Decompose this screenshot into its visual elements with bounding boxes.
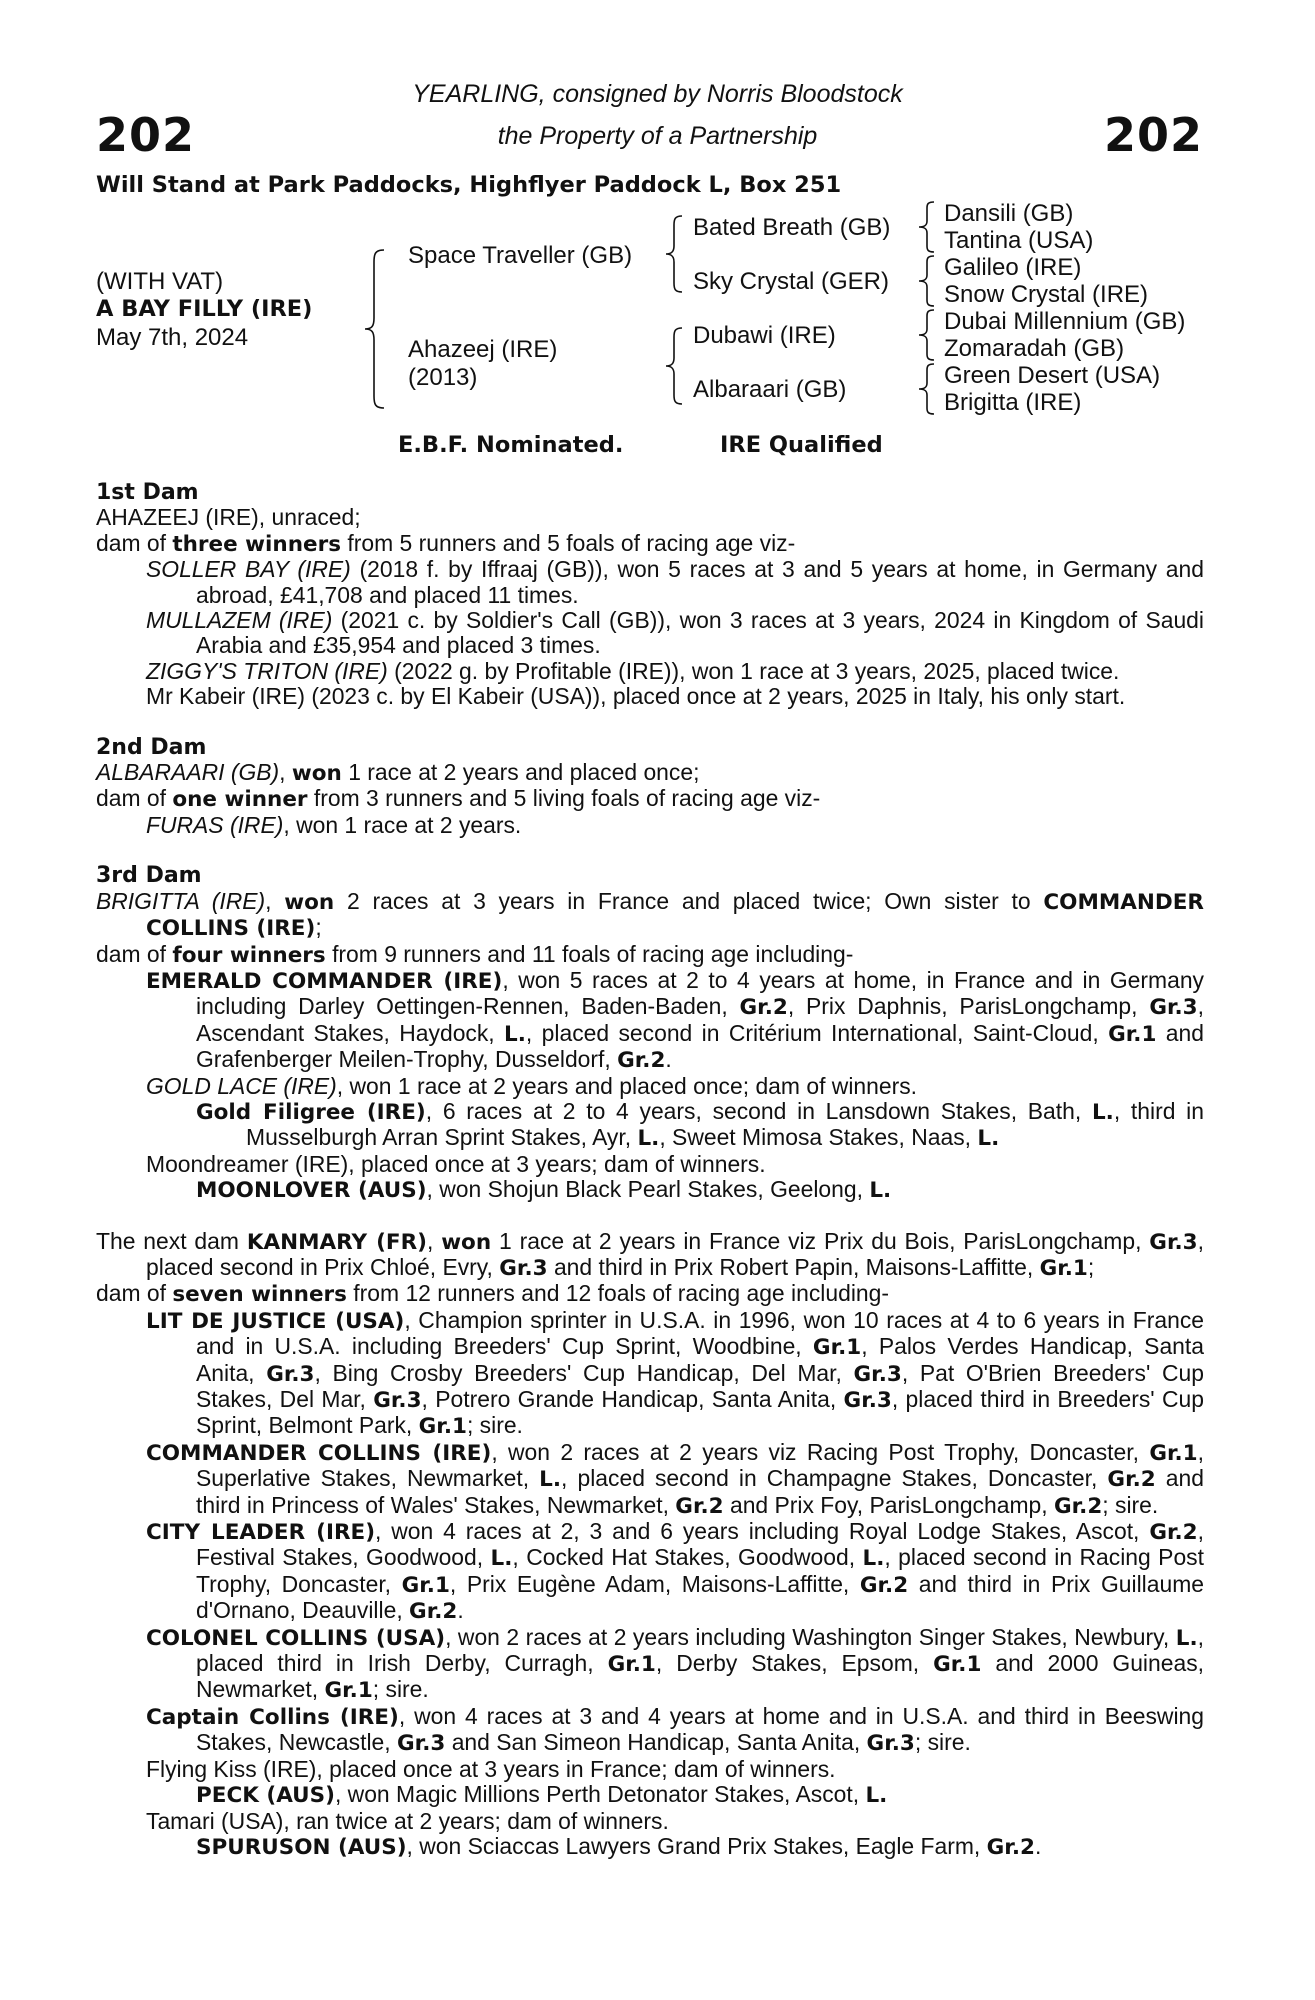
g3-tantina: Tantina (USA)	[944, 227, 1094, 254]
entry-text: , Bing Crosby Breeders' Cup Handicap, Del Mar,	[314, 1359, 854, 1386]
entry-text: , placed second in Prix Chloé, Evry,	[146, 1227, 1204, 1280]
bold-text: L.	[504, 1021, 526, 1047]
section-gap	[96, 838, 1204, 863]
bold-text: PECK (AUS)	[196, 1783, 335, 1809]
italic-text: BRIGITTA (IRE)	[96, 887, 266, 914]
bold-text: Gr.2	[1149, 1520, 1198, 1546]
bold-text: Gr.1	[418, 1414, 467, 1440]
bold-text: Gr.3	[1149, 995, 1198, 1021]
bold-text: four winners	[172, 942, 326, 968]
entry-text: , placed second in Champagne Stakes, Doncaster,	[561, 1465, 1108, 1492]
bold-text: Gr.3	[397, 1731, 446, 1757]
pedigree-entry	[96, 1099, 1204, 1152]
bold-text: Gr.1	[324, 1678, 373, 1704]
entry-text: , placed second in Critérium International, Saint-Cloud,	[525, 1019, 1109, 1046]
bold-text: Gr.2	[409, 1599, 458, 1625]
bold-text: Gr.1	[812, 1335, 862, 1361]
entry-text: , Palos Verdes Handicap, Santa Anita,	[196, 1333, 1205, 1386]
pedigree-entry	[96, 1625, 1204, 1704]
g3-brigitta: Brigitta (IRE)	[944, 389, 1082, 416]
entry-text: , won 5 races at 2 to 4 years at home, in France and in Germany including Darley Oettingen-Rennen, Baden-Baden,	[196, 966, 1204, 1020]
bold-text: L.	[869, 1178, 892, 1204]
sire-dam: Sky Crystal (GER)	[693, 268, 890, 295]
bold-text: L.	[490, 1546, 513, 1572]
pedigree-entry	[96, 1440, 1204, 1519]
entry-text: Flying Kiss (IRE), placed once at 3 years in France; dam of winners.	[146, 1755, 836, 1782]
entry-text: from 5 runners and 5 foals of racing age viz-	[341, 529, 796, 556]
bold-text: seven winners	[172, 1282, 347, 1308]
bold-text: Gr.3	[1149, 1229, 1198, 1255]
lot-number-left: 202	[96, 108, 196, 162]
bold-text: Gr.3	[499, 1255, 548, 1281]
bold-text: L.	[977, 1126, 1000, 1152]
entry-text: , won Magic Millions Perth Detonator Stakes, Ascot,	[334, 1781, 866, 1808]
entry-text: ;	[1087, 1253, 1095, 1280]
g3-zomaradah: Zomaradah (GB)	[944, 335, 1125, 362]
lot-number-right: 202	[1103, 108, 1203, 162]
entry-text: , placed third in Breeders' Cup Sprint, Belmont Park,	[196, 1386, 1204, 1439]
pedigree-entry	[96, 659, 1204, 684]
bold-text: Gr.2	[859, 1572, 909, 1598]
pedigree-entry	[96, 1704, 1204, 1757]
entry-text: AHAZEEJ (IRE), unraced;	[96, 504, 361, 531]
bold-text: won	[291, 761, 342, 787]
pedigree-entry	[96, 1782, 1204, 1808]
entry-text: dam of	[96, 1280, 173, 1307]
entry-text: 1 race at 2 years in France viz Prix du Bois, ParisLongchamp,	[491, 1227, 1150, 1254]
brace-g3-1	[916, 200, 938, 254]
dam-year: (2013)	[408, 364, 478, 391]
lot-name: A BAY FILLY (IRE)	[96, 296, 313, 322]
pedigree-entry	[96, 1308, 1204, 1440]
entry-text: , placed second in Racing Post Trophy, Doncaster,	[196, 1544, 1204, 1597]
pedigree-entry	[96, 1834, 1204, 1860]
entry-text: .	[665, 1046, 672, 1073]
entry-text: and San Simeon Handicap, Santa Anita,	[445, 1729, 867, 1756]
entry-text: , won 1 race at 2 years.	[283, 811, 522, 838]
pedigree-entry	[96, 786, 1204, 812]
section-heading: 3rd Dam	[96, 863, 202, 889]
family-notes	[96, 480, 1204, 1860]
pedigree-entry	[96, 684, 1204, 709]
ebf-nominated: E.B.F. Nominated.	[398, 432, 624, 458]
bold-text: Gold Filigree (IRE)	[196, 1099, 426, 1125]
bold-text: Gr.2	[739, 995, 788, 1021]
entry-text: , won Shojun Black Pearl Stakes, Geelong,	[426, 1176, 870, 1203]
family-section	[96, 480, 1204, 710]
entry-text: ,	[279, 759, 292, 786]
entry-text: ; sire.	[1102, 1491, 1159, 1518]
entry-text: ,	[265, 887, 285, 914]
entry-text: ; sire.	[466, 1412, 523, 1439]
entry-text: , Ascendant Stakes, Haydock,	[196, 993, 1204, 1046]
entry-text: Moondreamer (IRE), placed once at 3 years; dam of winners.	[146, 1150, 766, 1177]
section-heading: 2nd Dam	[96, 734, 207, 760]
brace-g3-2	[916, 254, 938, 308]
bold-text: Gr.3	[373, 1388, 422, 1413]
pedigree-entry	[96, 1074, 1204, 1099]
sire-name: Space Traveller (GB)	[408, 242, 633, 269]
bold-text: Gr.2	[1053, 1493, 1103, 1519]
bold-text: Gr.3	[866, 1731, 915, 1757]
entry-text: , Prix Eugène Adam, Maisons-Laffitte,	[449, 1570, 860, 1597]
bold-text: Gr.1	[1149, 1440, 1198, 1466]
entry-text: The next dam	[96, 1227, 247, 1254]
bold-text: Gr.2	[986, 1834, 1035, 1860]
bold-text: Gr.1	[1108, 1021, 1157, 1047]
entry-text: , Potrero Grande Handicap, Santa Anita,	[421, 1386, 844, 1412]
entry-text: , 6 races at 2 to 4 years, second in Lansdown Stakes, Bath,	[425, 1097, 1092, 1124]
g3-dansili: Dansili (GB)	[944, 200, 1074, 227]
section-heading: 1st Dam	[96, 480, 199, 505]
entry-text: , placed third in Irish Derby, Curragh,	[196, 1623, 1204, 1677]
family-section	[96, 863, 1204, 1203]
bold-text: Gr.2	[1107, 1467, 1156, 1493]
entry-text: and third in Prix Guillaume d'Ornano, Deauville,	[196, 1570, 1204, 1624]
bold-text: won	[284, 889, 335, 915]
bold-text: COLONEL COLLINS (USA)	[146, 1625, 446, 1651]
dam-dam: Albaraari (GB)	[693, 376, 847, 403]
ire-qualified: IRE Qualified	[720, 432, 883, 458]
entry-text: (2018 f. by Iffraaj (GB)), won 5 races at 3 and 5 years at home, in Germany and abroad, £41,708 and placed 11 times.	[196, 556, 1204, 608]
pedigree-entry	[96, 968, 1204, 1074]
entry-text: from 3 runners and 5 living foals of racing age viz-	[307, 785, 821, 812]
bold-text: Captain Collins (IRE)	[146, 1704, 399, 1730]
entry-text: and 2000 Guineas, Newmarket,	[196, 1650, 1205, 1703]
pedigree-entry	[96, 760, 1204, 786]
brace-gen1	[362, 248, 392, 410]
entry-text: dam of	[96, 940, 173, 967]
bold-text: Gr.3	[266, 1361, 315, 1387]
entry-text: and third in Prix Robert Papin, Maisons-Laffitte,	[547, 1253, 1040, 1280]
family-section	[96, 1229, 1204, 1861]
entry-text: , Champion sprinter in U.S.A. in 1996, won 10 races at 4 to 6 years in France and in U.S.A. including Breeders' Cup Sprint, Woodbine,	[196, 1306, 1204, 1360]
section-gap	[96, 710, 1204, 735]
bold-text: LIT DE JUSTICE (USA)	[146, 1308, 405, 1334]
pedigree-entry	[96, 1177, 1204, 1203]
entry-text: Tamari (USA), ran twice at 2 years; dam of winners.	[146, 1807, 669, 1834]
pedigree-entry	[96, 531, 1204, 557]
pedigree-entry	[96, 608, 1204, 659]
g3-green-desert: Green Desert (USA)	[944, 362, 1161, 389]
pedigree-entry	[96, 1757, 1204, 1782]
bold-text: Gr.1	[401, 1572, 450, 1598]
bold-text: L.	[539, 1467, 562, 1493]
entry-text: (2021 c. by Soldier's Call (GB)), won 3 races at 3 years, 2024 in Kingdom of Saudi Arabia and £35,954 and placed 3 times.	[196, 607, 1204, 659]
brace-dam	[664, 326, 688, 406]
entry-text: ; sire.	[372, 1676, 429, 1703]
dam-sire: Dubawi (IRE)	[693, 322, 836, 349]
entry-text: , Festival Stakes, Goodwood,	[196, 1518, 1204, 1571]
italic-text: GOLD LACE (IRE)	[146, 1072, 337, 1099]
section-gap	[96, 1204, 1204, 1229]
bold-text: L.	[1175, 1625, 1198, 1651]
bold-text: L.	[1091, 1099, 1114, 1125]
pedigree-entry	[96, 1519, 1204, 1625]
bold-text: MOONLOVER (AUS)	[196, 1178, 427, 1204]
entry-text: , Superlative Stakes, Newmarket,	[196, 1438, 1204, 1492]
entry-text: , Cocked Hat Stakes, Goodwood,	[512, 1544, 863, 1571]
entry-text: , won 2 races at 2 years including Washington Singer Stakes, Newbury,	[445, 1623, 1176, 1650]
bold-text: Gr.2	[617, 1048, 666, 1074]
entry-text: and Prix Foy, ParisLongchamp,	[723, 1491, 1054, 1518]
entry-text: Mr Kabeir (IRE) (2023 c. by El Kabeir (USA)), placed once at 2 years, 2025 in Italy, his only start.	[146, 683, 1126, 710]
entry-text: 1 race at 2 years and placed once;	[341, 759, 700, 786]
stabling-location: Will Stand at Park Paddocks, Highflyer Paddock L, Box 251	[96, 172, 842, 198]
bold-text: COMMANDER COLLINS (IRE)	[146, 1440, 492, 1466]
entry-text: dam of	[96, 529, 173, 556]
pedigree-entry	[96, 505, 1204, 530]
entry-text: and third in Princess of Wales' Stakes, Newmarket,	[196, 1465, 1204, 1518]
entry-text: from 9 runners and 11 foals of racing age including-	[325, 940, 854, 967]
entry-text: , third in Musselburgh Arran Sprint Stakes, Ayr,	[246, 1097, 1204, 1151]
entry-text: ; sire.	[914, 1729, 971, 1756]
entry-text: ,	[426, 1227, 442, 1254]
pedigree-entry	[96, 557, 1204, 608]
entry-text: , won 4 races at 2, 3 and 6 years including Royal Lodge Stakes, Ascot,	[375, 1518, 1150, 1545]
vat-note: (WITH VAT)	[96, 268, 224, 295]
entry-text: (2022 g. by Profitable (IRE)), won 1 race at 3 years, 2025, placed twice.	[387, 657, 1120, 684]
pedigree-entry	[96, 1281, 1204, 1307]
bold-text: Gr.2	[675, 1493, 724, 1519]
bold-text: L.	[637, 1126, 660, 1152]
bold-text: one winner	[172, 787, 308, 813]
foaling-date: May 7th, 2024	[96, 324, 249, 351]
consignment-line: YEARLING, consigned by Norris Bloodstock	[412, 80, 903, 108]
entry-text: and Grafenberger Meilen-Trophy, Dusseldorf,	[196, 1019, 1204, 1073]
bold-text: CITY LEADER (IRE)	[146, 1520, 376, 1546]
entry-text: , Sweet Mimosa Stakes, Naas,	[659, 1124, 978, 1151]
entry-text: , won 4 races at 3 and 4 years at home and in U.S.A. and third in Beeswing Stakes, Newcastle,	[196, 1702, 1205, 1756]
pedigree-entry	[96, 1229, 1204, 1282]
entry-text: .	[457, 1597, 464, 1624]
bold-text: won	[441, 1229, 492, 1255]
entry-text: .	[1034, 1832, 1042, 1859]
g3-dubai-millennium: Dubai Millennium (GB)	[944, 308, 1186, 335]
entry-text: dam of	[96, 785, 173, 812]
italic-text: FURAS (IRE)	[146, 811, 284, 838]
bold-text: L.	[865, 1783, 888, 1809]
pedigree-entry	[96, 889, 1204, 942]
entry-text: , won 2 races at 2 years viz Racing Post Trophy, Doncaster,	[491, 1438, 1150, 1465]
brace-g3-4	[916, 362, 938, 416]
bold-text: COMMANDER COLLINS (IRE)	[146, 889, 1204, 942]
property-line: the Property of a Partnership	[497, 122, 818, 150]
bold-text: EMERALD COMMANDER (IRE)	[146, 968, 503, 994]
entry-text: , Derby Stakes, Epsom,	[655, 1650, 934, 1677]
pedigree-entry	[96, 942, 1204, 968]
entry-text: , Prix Daphnis, ParisLongchamp,	[787, 993, 1150, 1020]
bold-text: L.	[862, 1546, 885, 1572]
g3-galileo: Galileo (IRE)	[944, 254, 1082, 281]
bold-text: Gr.1	[933, 1652, 982, 1678]
entry-text: ;	[315, 914, 322, 941]
pedigree-entry	[96, 1152, 1204, 1177]
italic-text: SOLLER BAY (IRE)	[146, 556, 351, 583]
pedigree-entry	[96, 1809, 1204, 1834]
italic-text: ALBARAARI (GB)	[96, 759, 280, 786]
bold-text: SPURUSON (AUS)	[196, 1834, 407, 1860]
sire-sire: Bated Breath (GB)	[693, 214, 891, 241]
italic-text: MULLAZEM (IRE)	[146, 607, 333, 634]
g3-snow-crystal: Snow Crystal (IRE)	[944, 281, 1149, 308]
bold-text: Gr.1	[607, 1652, 656, 1678]
pedigree-entry	[96, 813, 1204, 838]
bold-text: Gr.3	[853, 1361, 902, 1387]
bold-text: Gr.3	[843, 1388, 892, 1413]
bold-text: KANMARY (FR)	[246, 1229, 427, 1255]
italic-text: ZIGGY'S TRITON (IRE)	[146, 657, 388, 684]
entry-text: , won Sciaccas Lawyers Grand Prix Stakes, Eagle Farm,	[406, 1832, 987, 1859]
bold-text: three winners	[172, 531, 342, 557]
dam-name: Ahazeej (IRE)	[408, 336, 558, 363]
entry-text: , won 1 race at 2 years and placed once; dam of winners.	[336, 1072, 918, 1099]
entry-text: 2 races at 3 years in France and placed twice; Own sister to	[334, 887, 1044, 914]
brace-sire	[664, 214, 688, 294]
entry-text: , Pat O'Brien Breeders' Cup Stakes, Del Mar,	[196, 1359, 1204, 1412]
entry-text: from 12 runners and 12 foals of racing age including-	[346, 1280, 890, 1307]
brace-g3-3	[916, 308, 938, 362]
family-section	[96, 735, 1204, 839]
bold-text: Gr.1	[1039, 1255, 1088, 1281]
